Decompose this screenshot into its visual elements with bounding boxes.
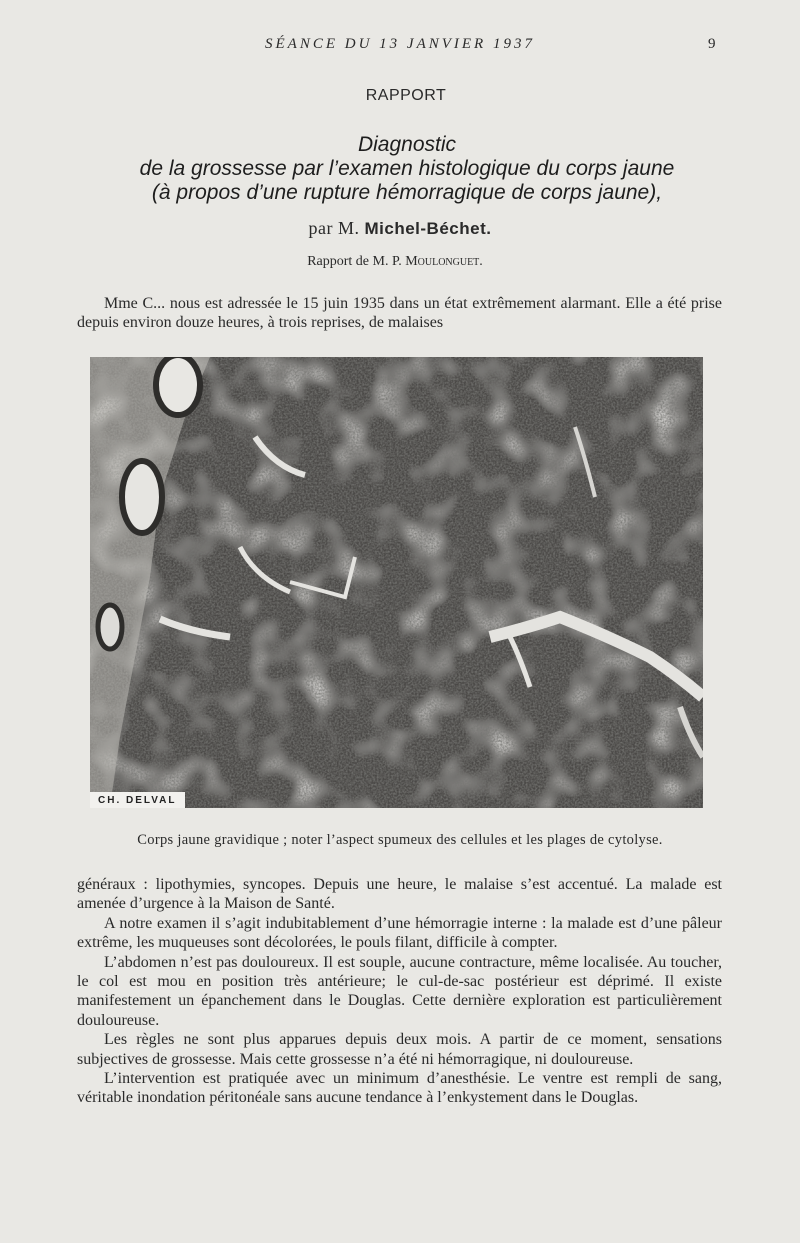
rapport-name: Moulonguet.: [405, 254, 483, 269]
title-line-3: (à propos d’une rupture hémorragique de corps jaune),: [151, 181, 663, 204]
photo-credit: CH. DELVAL: [90, 792, 185, 808]
body-paragraphs: [77, 875, 722, 1108]
rapport-prefix: Rapport de M. P.: [307, 254, 402, 269]
paragraph-1: généraux : lipothymies, syncopes. Depuis une heure, le malaise s’est accentué. La malade est amenée d’urgence à la Maison de Santé.: [77, 876, 722, 913]
author-name: Michel-Béchet.: [364, 219, 492, 238]
author-prefix: par M.: [308, 218, 360, 238]
section-label: RAPPORT: [365, 87, 447, 104]
page-number: 9: [708, 36, 716, 52]
histology-micrograph: [90, 357, 703, 808]
rapport-line: [0, 254, 790, 270]
paragraph-4: Les règles ne sont plus apparues depuis deux mois. A partir de ce moment, sensations subjectives de grossesse. Mais cette grossesse n’a été ni hémorragique, ni douloureuse.: [77, 1031, 722, 1068]
article-title: [60, 133, 754, 205]
title-line-1: Diagnostic: [357, 133, 457, 156]
paragraph-5: L’intervention est pratiquée avec un minimum d’anesthésie. Le ventre est rempli de sang, véritable inondation péritonéale sans aucune tendance à l’enkystement dans le Douglas.: [77, 1070, 722, 1107]
histology-figure: [90, 357, 703, 808]
running-head: SÉANCE DU 13 JANVIER 1937: [265, 36, 535, 52]
figure-caption: Corps jaune gravidique ; noter l’aspect spumeux des cellules et les plages de cytolyse.: [137, 832, 663, 848]
intro-paragraph: Mme C... nous est adressée le 15 juin 1935 dans un état extrêmement alarmant. Elle a été prise depuis environ douze heures, à trois reprises, de malaises: [77, 295, 722, 332]
title-line-2: de la grossesse par l’examen histologique du corps jaune: [139, 157, 675, 180]
paragraph-2: A notre examen il s’agit indubitablement d’une hémorragie interne : la malade est d’une pâleur extrême, les muqueuses sont décolorées, le pouls filant, difficile à compter.: [77, 914, 722, 952]
author-line: [0, 218, 800, 239]
paragraph-3: L’abdomen n’est pas douloureux. Il est souple, aucune contracture, même localisée. Au toucher, le col est mou en position très antérieure; le cul-de-sac postérieur est déprimé. Il existe manifestement un épanchement dans le Douglas. Cette dernière exploration est particulièrement douloureuse.: [77, 953, 722, 1029]
